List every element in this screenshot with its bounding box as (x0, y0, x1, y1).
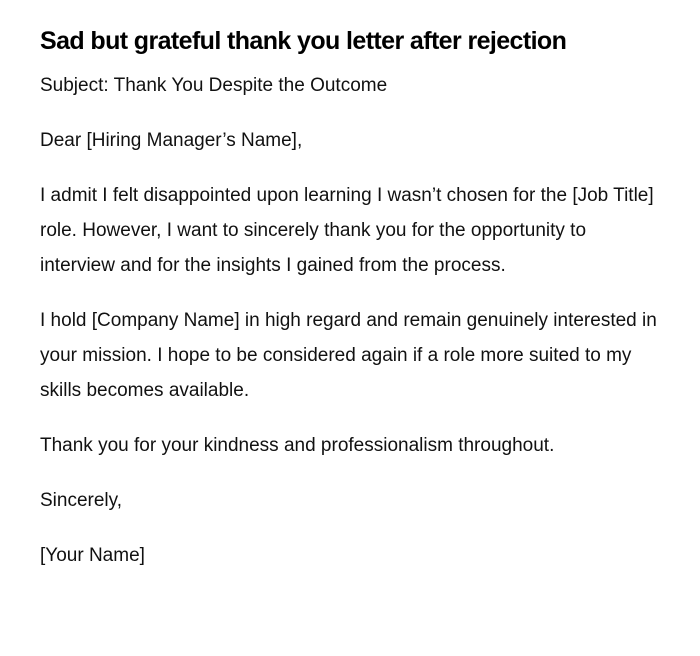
letter-greeting: Dear [Hiring Manager’s Name], (40, 130, 303, 151)
letter-paragraph-interest: I hold [Company Name] in high regard and remain genuinely interested in your mission. I hope to be considered again if a role more suited to my skills becomes available. (40, 310, 657, 401)
letter-closing: Sincerely, (40, 490, 123, 511)
letter-title: Sad but grateful thank you letter after rejection (40, 27, 567, 55)
letter-document (40, 24, 660, 573)
letter-thanks: Thank you for your kindness and professionalism throughout. (40, 435, 555, 456)
letter-signature: [Your Name] (40, 545, 145, 566)
letter-paragraph-disappointment: I admit I felt disappointed upon learning I wasn’t chosen for the [Job Title] role. However, I want to sincerely thank you for the opportunity to interview and for the insights I gained from the process. (40, 185, 654, 276)
letter-subject: Subject: Thank You Despite the Outcome (40, 75, 388, 96)
